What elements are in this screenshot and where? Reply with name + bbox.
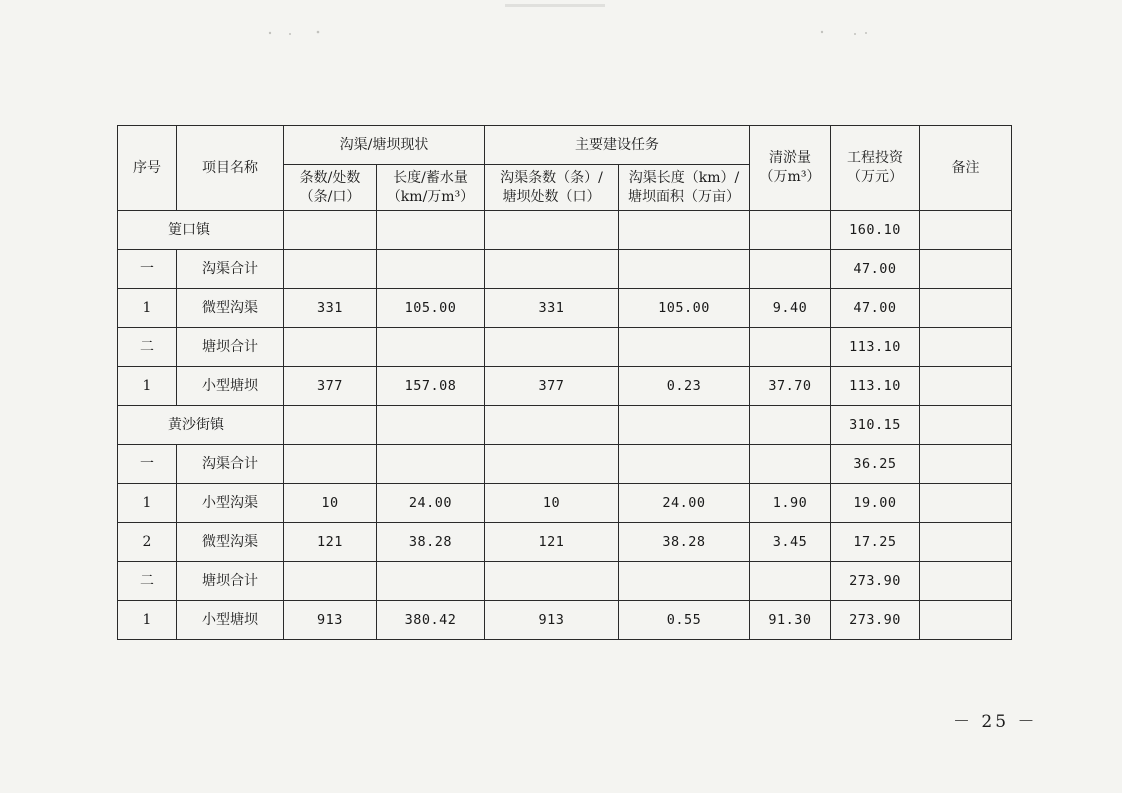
cell-remark <box>920 562 1012 601</box>
cell-cur-count: 377 <box>284 367 377 406</box>
header-dredge-line1: 清淤量 <box>769 150 811 166</box>
header-group-current: 沟渠/塘坝现状 <box>284 126 485 165</box>
cell-task-count <box>485 445 619 484</box>
cell-cur-count <box>284 211 377 250</box>
cell-task-count <box>485 211 619 250</box>
cell-cur-count: 913 <box>284 601 377 640</box>
table-row <box>118 601 1012 640</box>
cell-remark <box>920 484 1012 523</box>
cell-remark <box>920 250 1012 289</box>
cell-dredge <box>750 211 831 250</box>
cell-invest: 310.15 <box>831 406 920 445</box>
cell-name: 小型塘坝 <box>177 367 284 406</box>
cell-remark <box>920 406 1012 445</box>
cell-task-length <box>619 562 750 601</box>
header-task-count <box>485 165 619 211</box>
table-row <box>118 445 1012 484</box>
cell-task-length: 0.55 <box>619 601 750 640</box>
cell-dredge: 91.30 <box>750 601 831 640</box>
table-row <box>118 289 1012 328</box>
cell-cur-length <box>377 562 485 601</box>
cell-task-count: 121 <box>485 523 619 562</box>
cell-invest: 113.10 <box>831 328 920 367</box>
cell-invest: 17.25 <box>831 523 920 562</box>
cell-task-length <box>619 406 750 445</box>
cell-cur-length: 105.00 <box>377 289 485 328</box>
cell-cur-count <box>284 562 377 601</box>
cell-cur-length: 24.00 <box>377 484 485 523</box>
header-task-length <box>619 165 750 211</box>
cell-remark <box>920 523 1012 562</box>
cell-task-length: 0.23 <box>619 367 750 406</box>
header-cur-count-line2: （条/口） <box>299 188 361 205</box>
header-cur-count-line1: 条数/处数 <box>299 169 361 186</box>
cell-task-length: 105.00 <box>619 289 750 328</box>
table-body <box>118 211 1012 640</box>
cell-dredge <box>750 250 831 289</box>
page-number: － 25 － <box>953 712 1038 732</box>
cell-cur-length <box>377 328 485 367</box>
cell-cur-length <box>377 250 485 289</box>
cell-task-count: 377 <box>485 367 619 406</box>
cell-cur-length: 380.42 <box>377 601 485 640</box>
cell-task-length <box>619 211 750 250</box>
cell-task-count: 913 <box>485 601 619 640</box>
header-cur-length-line2: （km/万m³） <box>386 188 475 205</box>
cell-task-count <box>485 562 619 601</box>
table-row <box>118 211 1012 250</box>
cell-name: 小型沟渠 <box>177 484 284 523</box>
header-cur-length <box>377 165 485 211</box>
cell-task-length: 24.00 <box>619 484 750 523</box>
cell-cur-count <box>284 328 377 367</box>
table-row <box>118 367 1012 406</box>
cell-task-count <box>485 406 619 445</box>
data-table <box>117 125 1012 640</box>
cell-remark <box>920 445 1012 484</box>
table-row <box>118 523 1012 562</box>
cell-dredge <box>750 328 831 367</box>
cell-cur-length <box>377 406 485 445</box>
header-dredge-line2: （万m³） <box>759 169 821 185</box>
cell-remark <box>920 328 1012 367</box>
cell-cur-count: 121 <box>284 523 377 562</box>
cell-cur-count <box>284 445 377 484</box>
header-task-length-line1: 沟渠长度（km）/ <box>628 169 740 186</box>
table-row <box>118 562 1012 601</box>
cell-remark <box>920 211 1012 250</box>
cell-dredge: 3.45 <box>750 523 831 562</box>
cell-cur-count: 331 <box>284 289 377 328</box>
cell-name: 塘坝合计 <box>177 328 284 367</box>
header-remark: 备注 <box>920 126 1012 211</box>
cell-dredge: 9.40 <box>750 289 831 328</box>
cell-dredge <box>750 406 831 445</box>
cell-invest: 273.90 <box>831 601 920 640</box>
cell-cur-count: 10 <box>284 484 377 523</box>
cell-invest: 113.10 <box>831 367 920 406</box>
cell-invest: 273.90 <box>831 562 920 601</box>
cell-remark <box>920 601 1012 640</box>
cell-task-count <box>485 328 619 367</box>
cell-dredge: 1.90 <box>750 484 831 523</box>
cell-seq: 1 <box>118 289 177 328</box>
cell-task-count: 331 <box>485 289 619 328</box>
cell-seq: 1 <box>118 367 177 406</box>
header-invest-line2: （万元） <box>847 169 903 185</box>
cell-task-length <box>619 250 750 289</box>
cell-invest: 36.25 <box>831 445 920 484</box>
cell-invest: 47.00 <box>831 289 920 328</box>
cell-cur-length <box>377 445 485 484</box>
cell-seq: 2 <box>118 523 177 562</box>
cell-cur-length: 157.08 <box>377 367 485 406</box>
table-row <box>118 328 1012 367</box>
header-name: 项目名称 <box>177 126 284 211</box>
cell-name: 微型沟渠 <box>177 523 284 562</box>
cell-invest: 19.00 <box>831 484 920 523</box>
row-town-name: 黄沙街镇 <box>118 406 284 445</box>
cell-name: 微型沟渠 <box>177 289 284 328</box>
header-group-tasks: 主要建设任务 <box>485 126 750 165</box>
header-dredge <box>750 126 831 211</box>
cell-cur-length: 38.28 <box>377 523 485 562</box>
cell-cur-count <box>284 406 377 445</box>
cell-dredge <box>750 445 831 484</box>
cell-seq: 二 <box>118 562 177 601</box>
table-row <box>118 250 1012 289</box>
header-task-length-line2: 塘坝面积（万亩） <box>628 188 740 205</box>
cell-remark <box>920 367 1012 406</box>
cell-invest: 47.00 <box>831 250 920 289</box>
cell-task-length <box>619 445 750 484</box>
table-header <box>118 126 1012 211</box>
cell-task-length <box>619 328 750 367</box>
cell-seq: 1 <box>118 484 177 523</box>
header-seq: 序号 <box>118 126 177 211</box>
cell-seq: 一 <box>118 445 177 484</box>
header-cur-length-line1: 长度/蓄水量 <box>393 169 468 186</box>
header-invest <box>831 126 920 211</box>
cell-dredge: 37.70 <box>750 367 831 406</box>
table-row <box>118 484 1012 523</box>
cell-name: 小型塘坝 <box>177 601 284 640</box>
cell-invest: 160.10 <box>831 211 920 250</box>
cell-name: 塘坝合计 <box>177 562 284 601</box>
cell-task-length: 38.28 <box>619 523 750 562</box>
cell-name: 沟渠合计 <box>177 250 284 289</box>
cell-seq: 二 <box>118 328 177 367</box>
header-task-count-line2: 塘坝处数（口） <box>502 188 601 205</box>
cell-remark <box>920 289 1012 328</box>
table-row <box>118 406 1012 445</box>
header-invest-line1: 工程投资 <box>847 150 903 166</box>
cell-seq: 一 <box>118 250 177 289</box>
cell-name: 沟渠合计 <box>177 445 284 484</box>
cell-dredge <box>750 562 831 601</box>
cell-task-count <box>485 250 619 289</box>
header-task-count-line1: 沟渠条数（条）/ <box>500 169 603 186</box>
cell-cur-length <box>377 211 485 250</box>
cell-seq: 1 <box>118 601 177 640</box>
header-cur-count <box>284 165 377 211</box>
cell-task-count: 10 <box>485 484 619 523</box>
cell-cur-count <box>284 250 377 289</box>
row-town-name: 筻口镇 <box>118 211 284 250</box>
